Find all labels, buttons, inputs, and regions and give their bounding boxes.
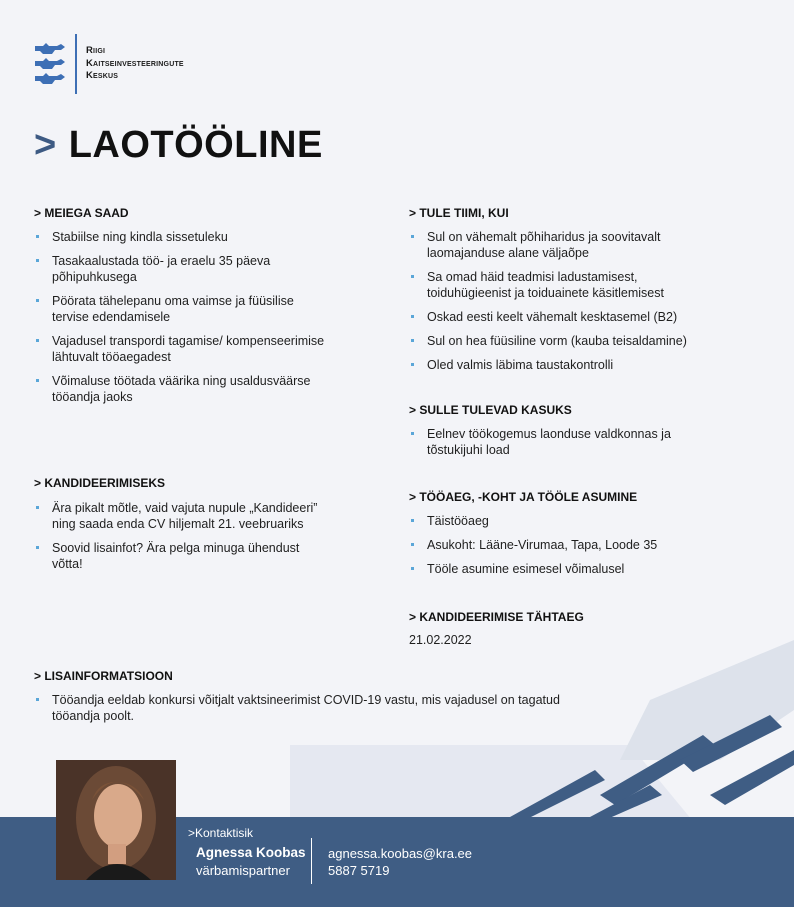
heading-tule-tiimi: > TULE TIIMI, KUI <box>409 206 509 220</box>
list-item: Sa omad häid teadmisi ladustamisest, toiduhügieenist ja toiduainete käsitlemisest <box>409 269 709 301</box>
title-chevron: > <box>34 124 57 166</box>
list-tooaeg <box>409 513 729 585</box>
deadline-date: 21.02.2022 <box>409 633 472 647</box>
list-item: Stabiilse ning kindla sissetuleku <box>34 229 334 245</box>
list-item: Eelnev töökogemus laonduse valdkonnas ja tõstukijuhi load <box>409 426 709 458</box>
contact-photo <box>56 760 176 880</box>
list-item: Pöörata tähelepanu oma vaimse ja füüsilise tervise edendamisele <box>34 293 334 325</box>
list-meiega-saad <box>34 229 334 413</box>
contact-phone-link[interactable]: 5887 5719 <box>328 863 390 878</box>
list-item: Sul on hea füüsiline vorm (kauba teisaldamine) <box>409 333 709 349</box>
list-item: Sul on vähemalt põhiharidus ja soovitavalt laomajanduse alane väljaõpe <box>409 229 709 261</box>
list-item: Tööle asumine esimesel võimalusel <box>409 561 729 577</box>
logo-divider <box>75 34 77 94</box>
contact-divider <box>311 838 312 884</box>
contact-label: >Kontaktisik <box>188 826 254 840</box>
list-lisainformatsioon <box>34 692 564 732</box>
list-sulle-kasuks <box>409 426 709 466</box>
list-item: Asukoht: Lääne-Virumaa, Tapa, Loode 35 <box>409 537 729 553</box>
heading-kandideerimiseks: > KANDIDEERIMISEKS <box>34 476 166 490</box>
list-kandideerimiseks <box>34 500 324 580</box>
list-item: Tasakaalustada töö- ja eraelu 35 päeva põhipuhkusega <box>34 253 334 285</box>
heading-tahtaeg: > KANDIDEERIMISE TÄHTAEG <box>409 610 584 624</box>
list-item: Oskad eesti keelt vähemalt kesktasemel (B2) <box>409 309 709 325</box>
list-item: Soovid lisainfot? Ära pelga minuga ühendust võtta! <box>34 540 324 572</box>
heading-meiega-saad: > MEIEGA SAAD <box>34 206 129 220</box>
list-item: Oled valmis läbima taustakontrolli <box>409 357 709 373</box>
heading-tooaeg: > TÖÖAEG, -KOHT JA TÖÖLE ASUMINE <box>409 490 638 504</box>
title-text: LAOTÖÖLINE <box>68 124 323 166</box>
logo-line: Keskus <box>86 70 119 81</box>
list-item: Tööandja eeldab konkursi võitjalt vaktsineerimist COVID-19 vastu, mis vajadusel on tagatud tööandja poolt. <box>34 692 564 724</box>
list-item: Täistööaeg <box>409 513 729 529</box>
list-item: Vajadusel transpordi tagamise/ kompenseerimise lähtuvalt tööaegadest <box>34 333 334 365</box>
contact-email-link[interactable]: agnessa.koobas@kra.ee <box>328 846 473 861</box>
list-item: Võimaluse töötada väärika ning usaldusväärse tööandja jaoks <box>34 373 334 405</box>
logo-text <box>86 45 184 83</box>
heading-sulle-kasuks: > SULLE TULEVAD KASUKS <box>409 403 572 417</box>
contact-role: värbamispartner <box>196 863 290 878</box>
list-item: Ära pikalt mõtle, vaid vajuta nupule „Kandideeri” ning saada enda CV hiljemalt 21. veebruariks <box>34 500 324 532</box>
logo-line: Kaitseinvesteeringute <box>86 57 184 69</box>
page-title <box>34 124 323 174</box>
three-lions-icon <box>34 42 68 88</box>
logo-line: Riigi <box>86 45 106 56</box>
contact-name: Agnessa Koobas <box>196 845 306 860</box>
heading-lisainformatsioon: > LISAINFORMATSIOON <box>34 669 173 683</box>
kra-logo <box>34 34 234 96</box>
list-tule-tiimi <box>409 229 709 381</box>
person-avatar-icon <box>56 760 176 880</box>
